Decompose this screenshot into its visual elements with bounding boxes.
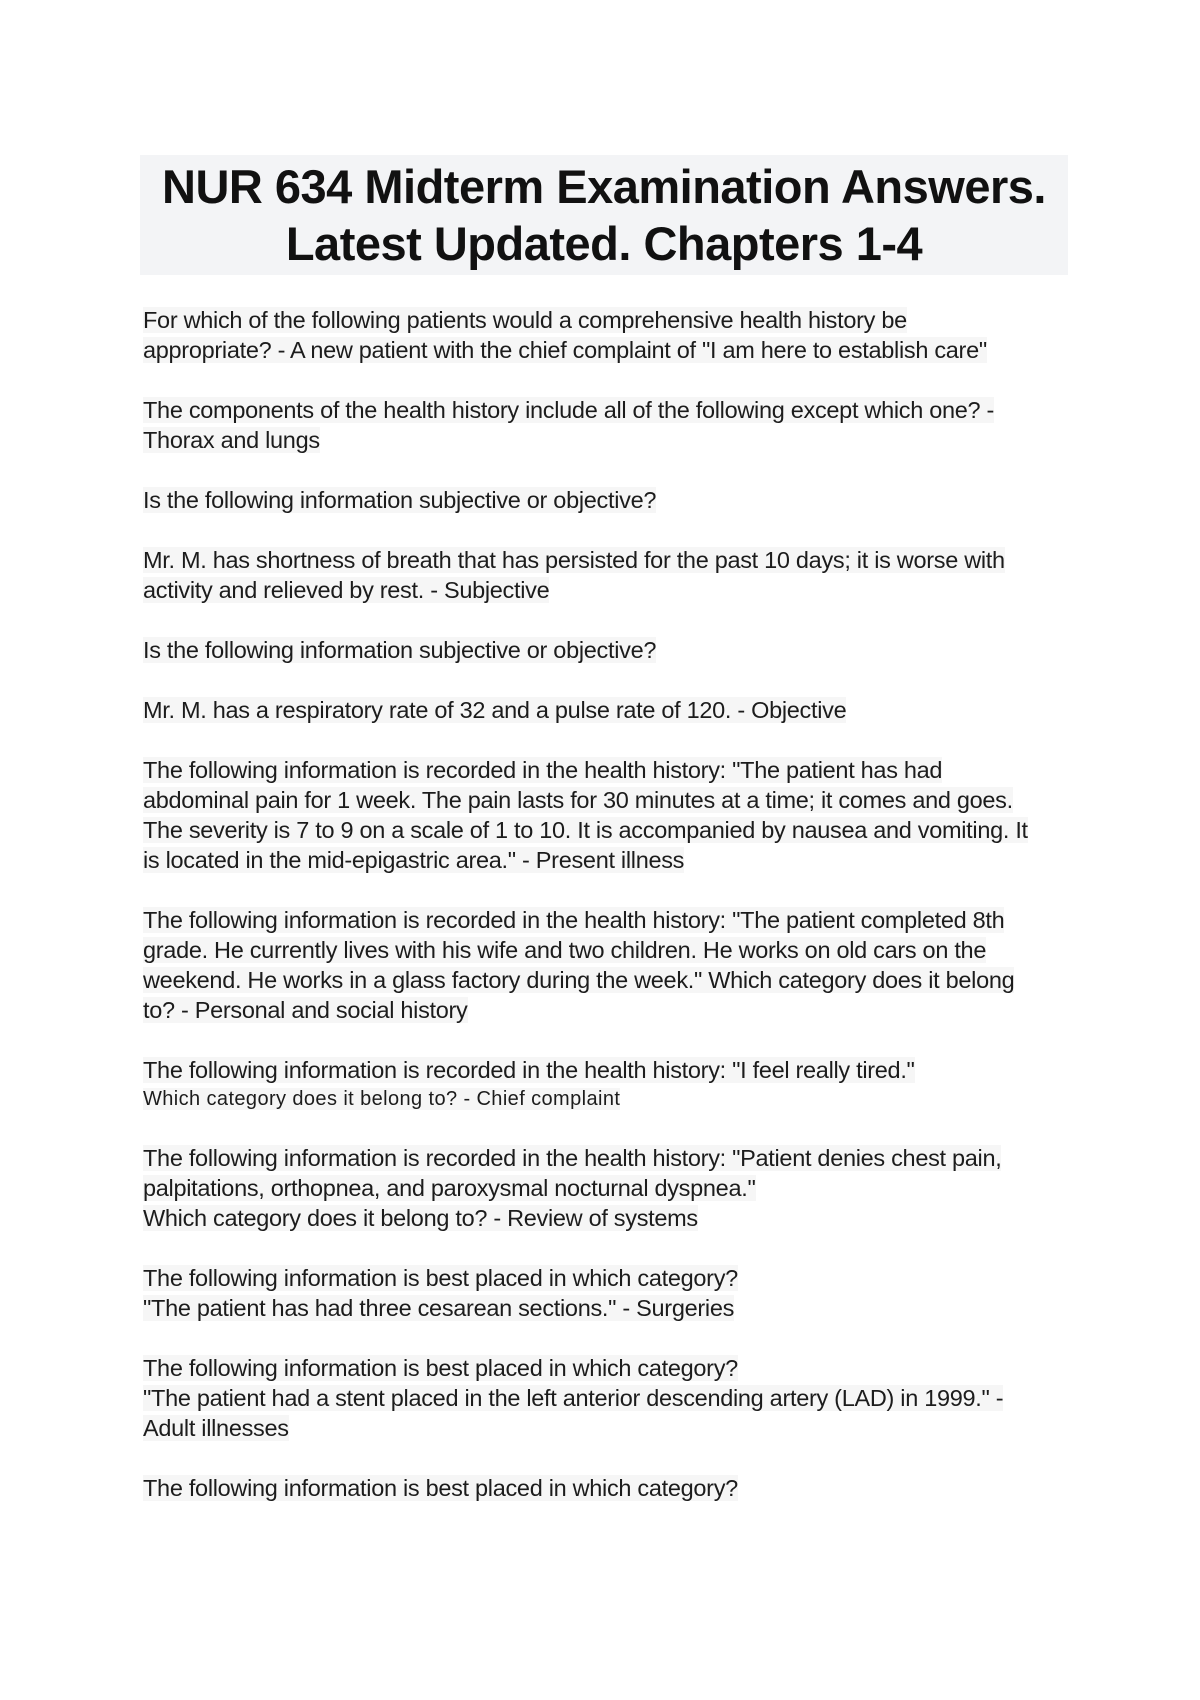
qa-line — [143, 1293, 1068, 1323]
qa-line-text: The following information is recorded in the health history: "Patient denies chest pain, — [143, 1145, 1002, 1171]
qa-line — [143, 305, 1068, 335]
qa-item — [143, 545, 1068, 605]
qa-line — [143, 965, 1068, 995]
qa-line — [143, 1263, 1068, 1293]
qa-line — [143, 1173, 1068, 1203]
qa-line — [143, 545, 1068, 575]
qa-item — [143, 395, 1068, 455]
qa-line-text: "The patient has had three cesarean sections." - Surgeries — [143, 1295, 735, 1321]
qa-line — [143, 1473, 1068, 1503]
qa-line — [143, 425, 1068, 455]
qa-line-text: The following information is best placed in which category? — [143, 1355, 738, 1381]
qa-line-text: grade. He currently lives with his wife and two children. He works on old cars on the — [143, 937, 987, 963]
qa-line-text: Thorax and lungs — [143, 427, 320, 453]
qa-line — [143, 815, 1068, 845]
qa-line — [143, 1413, 1068, 1443]
qa-line-text: Which category does it belong to? - Chief complaint — [143, 1088, 621, 1110]
qa-line-text: The components of the health history include all of the following except which one? - — [143, 397, 995, 423]
qa-line — [143, 935, 1068, 965]
document-title-block — [140, 155, 1068, 275]
document-title-line-2: Latest Updated. Chapters 1-4 — [285, 217, 923, 270]
qa-line-text: activity and relieved by rest. - Subjective — [143, 577, 550, 603]
qa-line — [143, 575, 1068, 605]
qa-item — [143, 1473, 1068, 1503]
qa-item — [143, 1143, 1068, 1233]
qa-item — [143, 1055, 1068, 1113]
qa-line-text: to? - Personal and social history — [143, 997, 468, 1023]
qa-line-text: For which of the following patients would a comprehensive health history be — [143, 307, 907, 333]
qa-line-text: Mr. M. has a respiratory rate of 32 and a pulse rate of 120. - Objective — [143, 697, 847, 723]
qa-line-text: abdominal pain for 1 week. The pain lasts for 30 minutes at a time; it comes and goes. — [143, 787, 1013, 813]
qa-line-text: "The patient had a stent placed in the left anterior descending artery (LAD) in 1999." - — [143, 1385, 1004, 1411]
qa-line-text: palpitations, orthopnea, and paroxysmal nocturnal dyspnea." — [143, 1175, 756, 1201]
qa-line — [143, 695, 1068, 725]
qa-line — [143, 1143, 1068, 1173]
qa-line-text: The severity is 7 to 9 on a scale of 1 to 10. It is accompanied by nausea and vomiting. It — [143, 817, 1028, 843]
qa-item — [143, 1263, 1068, 1323]
qa-line — [143, 1203, 1068, 1233]
qa-line — [143, 635, 1068, 665]
qa-line-text: Is the following information subjective or objective? — [143, 637, 657, 663]
qa-item — [143, 695, 1068, 725]
qa-line — [143, 755, 1068, 785]
qa-line-text: Adult illnesses — [143, 1415, 289, 1441]
qa-item — [143, 305, 1068, 365]
qa-line-text: Which category does it belong to? - Review of systems — [143, 1205, 698, 1231]
document-title-line-1: NUR 634 Midterm Examination Answers. — [162, 160, 1046, 213]
qa-item — [143, 755, 1068, 875]
qa-item — [143, 1353, 1068, 1443]
qa-line-text: weekend. He works in a glass factory during the week." Which category does it belong — [143, 967, 1015, 993]
qa-line — [143, 1353, 1068, 1383]
qa-line-text: Is the following information subjective or objective? — [143, 487, 657, 513]
qa-line — [143, 1085, 1068, 1113]
qa-line — [143, 1055, 1068, 1085]
qa-line-text: Mr. M. has shortness of breath that has persisted for the past 10 days; it is worse with — [143, 547, 1005, 573]
qa-line — [143, 905, 1068, 935]
qa-line — [143, 1383, 1068, 1413]
qa-line — [143, 995, 1068, 1025]
qa-line — [143, 785, 1068, 815]
qa-item — [143, 635, 1068, 665]
qa-line-text: is located in the mid-epigastric area." - Present illness — [143, 847, 685, 873]
qa-line-text: The following information is best placed in which category? — [143, 1265, 738, 1291]
qa-list — [143, 305, 1068, 1533]
qa-line — [143, 395, 1068, 425]
qa-line-text: The following information is recorded in the health history: "The patient has had — [143, 757, 943, 783]
qa-line — [143, 485, 1068, 515]
qa-item — [143, 485, 1068, 515]
qa-line — [143, 845, 1068, 875]
qa-line-text: The following information is recorded in the health history: "The patient completed 8th — [143, 907, 1005, 933]
qa-item — [143, 905, 1068, 1025]
qa-line-text: appropriate? - A new patient with the chief complaint of "I am here to establish care" — [143, 337, 987, 363]
qa-line-text: The following information is recorded in the health history: "I feel really tired." — [143, 1057, 915, 1083]
qa-line — [143, 335, 1068, 365]
qa-line-text: The following information is best placed in which category? — [143, 1475, 738, 1501]
